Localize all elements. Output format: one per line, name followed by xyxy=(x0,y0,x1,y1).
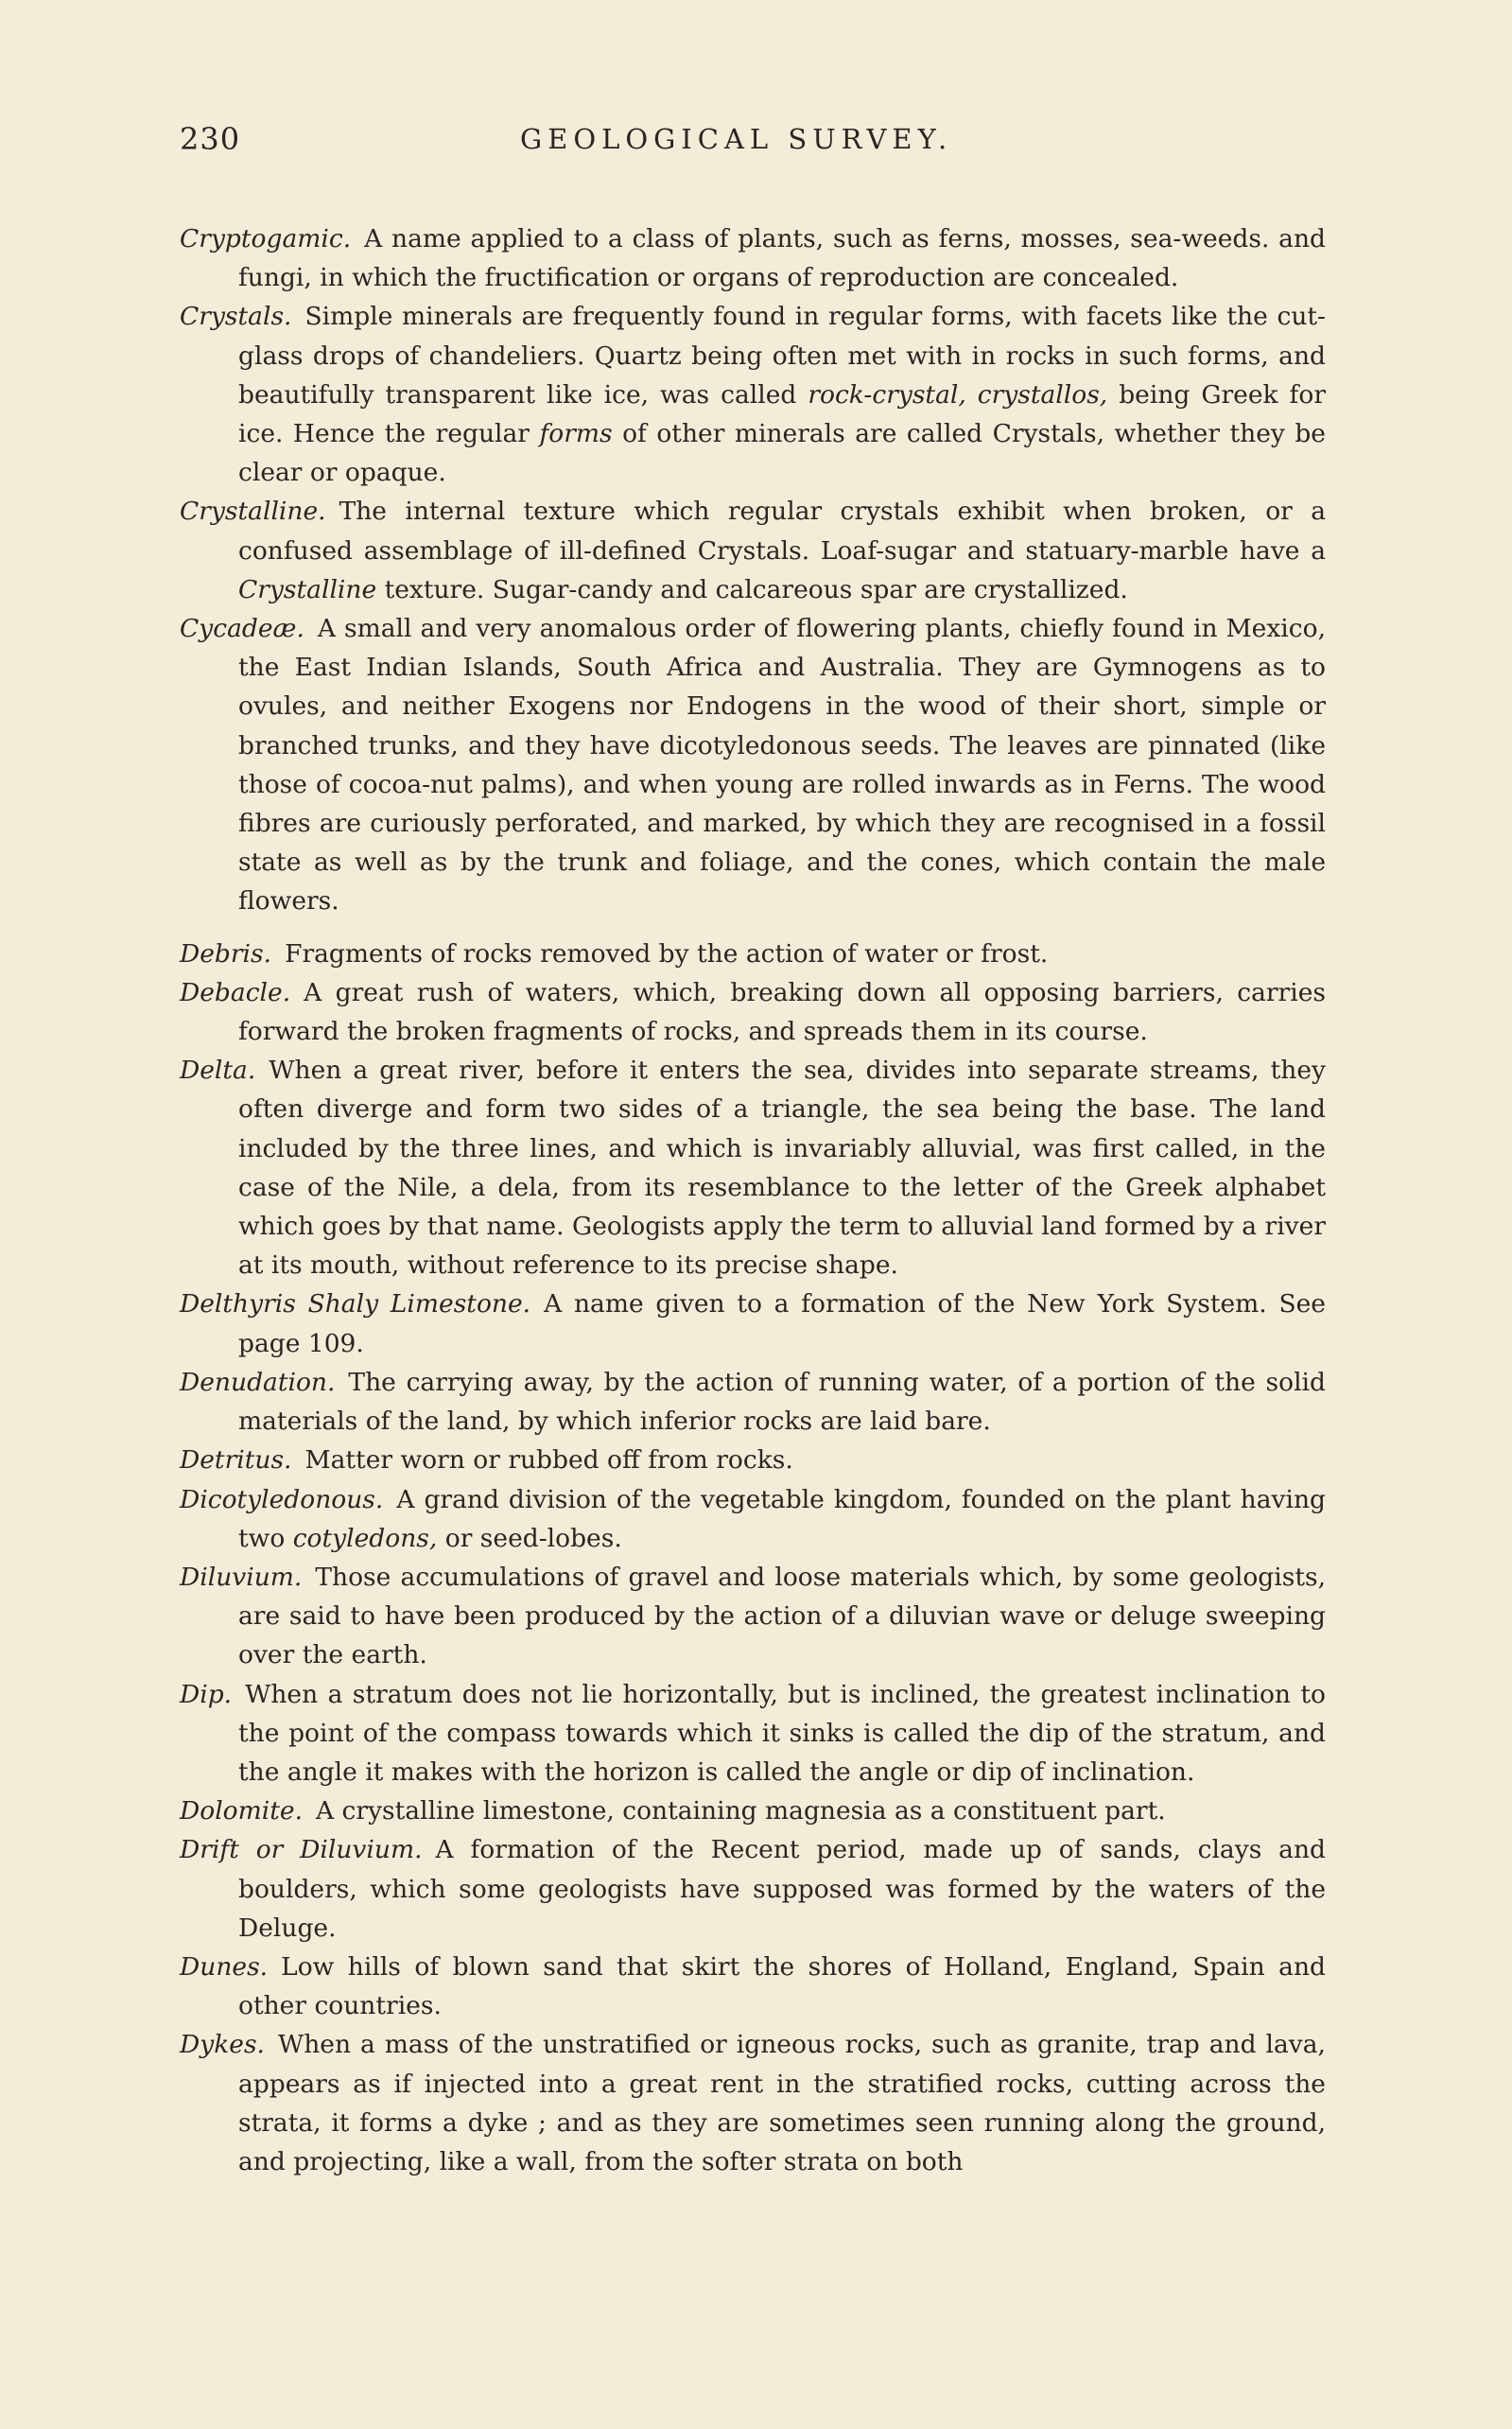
entry-italic-text: rock-crystal, crystallos, xyxy=(808,379,1108,410)
page-number: 230 xyxy=(180,121,241,157)
entry-term: Debris. xyxy=(180,938,272,969)
entry-definition-text: A name given to a formation of the New York System. See page 109. xyxy=(238,1289,1326,1358)
glossary-entry xyxy=(180,1051,1326,1284)
entry-definition-text: Low hills of blown sand that skirt the shores of Holland, England, Spain and other countries. xyxy=(238,1951,1326,2021)
entry-term: Dip. xyxy=(180,1679,233,1709)
glossary-entry xyxy=(180,492,1326,609)
entry-definition-text: Fragments of rocks removed by the action of water or frost. xyxy=(285,938,1049,969)
glossary-entry xyxy=(180,1558,1326,1675)
glossary-list xyxy=(180,219,1326,2181)
entry-definition-text: or seed-lobes. xyxy=(437,1523,622,1553)
entry-definition-text: texture. Sugar-candy and calcareous spar are crystallized. xyxy=(376,574,1128,604)
entry-term: Diluvium. xyxy=(180,1562,303,1592)
entry-term: Dunes. xyxy=(180,1951,269,1982)
entry-definition-text: of other minerals are called Crystals, whether they be clear or opaque. xyxy=(238,419,1326,488)
glossary-entry xyxy=(180,935,1326,973)
entry-term: Dykes. xyxy=(180,2030,265,2060)
glossary-entry xyxy=(180,1675,1326,1792)
entry-term: Delthyris Shaly Limestone. xyxy=(180,1289,531,1319)
entry-definition-text: When a stratum does not lie horizontally, but is inclined, the greatest inclination to the point of the compass towards which it sinks is called the dip of the stratum, and the angle it makes with the horizon is called the angle or dip of inclination. xyxy=(238,1679,1326,1787)
glossary-entry xyxy=(180,297,1326,492)
glossary-entry xyxy=(180,1284,1326,1362)
glossary-entry xyxy=(180,2025,1326,2181)
entry-definition-text: A crystalline limestone, containing magnesia as a constituent part. xyxy=(316,1796,1166,1826)
entry-term: Delta. xyxy=(180,1056,256,1086)
entry-definition-text: being Greek for ice. Hence the regular xyxy=(238,379,1326,449)
entry-term: Cryptogamic. xyxy=(180,224,352,253)
entry-italic-text: cotyledons, xyxy=(292,1523,438,1553)
entry-term: Detritus. xyxy=(180,1445,292,1476)
entry-term: Crystalline. xyxy=(180,497,326,527)
glossary-entry xyxy=(180,219,1326,297)
glossary-entry xyxy=(180,1480,1326,1558)
entry-definition-text: Matter worn or rubbed off from rocks. xyxy=(304,1445,793,1476)
entry-definition-text: When a great river, before it enters the sea, divides into separate streams, they often diverge and form two sides of a triangle, the sea being the base. The land included by the three lines, and which is invariably alluvial, was first called, in the case of the Nile, a dela, from its resemblance to the letter of the Greek alphabet which goes by that name. Geologists apply the term to alluvial land formed by a river at its mouth, without reference to its precise shape. xyxy=(238,1056,1326,1281)
entry-definition-text: Those accumulations of gravel and loose materials which, by some geologists, are said to have been produced by the action of a diluvian wave or deluge sweeping over the earth. xyxy=(238,1562,1326,1670)
entry-definition-text: A small and very anomalous order of flowering plants, chiefly found in Mexico, the East Indian Islands, South Africa and Australia. They are Gymnogens as to ovules, and neither Exogens nor Endogens in the wood of their short, simple or branched trunks, and they have dicotyledonous seeds. The leaves are pinnated (like those of cocoa-nut palms), and when young are rolled inwards as in Ferns. The wood fibres are curiously perforated, and marked, by which they are recognised in a fossil state as well as by the trunk and foliage, and the cones, which contain the male flowers. xyxy=(238,614,1326,917)
entry-term: Dicotyledonous. xyxy=(180,1484,384,1514)
running-title: GEOLOGICAL SURVEY. xyxy=(520,123,953,155)
entry-definition-text: A grand division of the vegetable kingdom, founded on the plant having two xyxy=(238,1484,1326,1553)
entry-italic-text: forms xyxy=(539,419,613,449)
entry-definition-text: A name applied to a class of plants, such as ferns, mosses, sea-weeds. and fungi, in which the fructification or organs of reproduction are concealed. xyxy=(238,224,1326,293)
glossary-entry xyxy=(180,1830,1326,1948)
entry-term: Crystals. xyxy=(180,302,292,332)
glossary-entry xyxy=(180,1791,1326,1830)
glossary-entry xyxy=(180,609,1326,921)
entry-term: Drift or Diluvium. xyxy=(180,1835,423,1865)
page-header xyxy=(180,121,1333,165)
entry-term: Denudation. xyxy=(180,1367,336,1397)
glossary-entry xyxy=(180,1441,1326,1479)
entry-definition-text: A formation of the Recent period, made up of sands, clays and boulders, which some geologists have supposed was formed by the waters of the Deluge. xyxy=(238,1835,1326,1943)
entry-term: Debacle. xyxy=(180,977,291,1007)
entry-italic-text: Crystalline xyxy=(238,574,377,604)
entry-definition-text: When a mass of the unstratified or igneous rocks, such as granite, trap and lava, appears as if injected into a great rent in the stratified rocks, cutting across the strata, it forms a dyke ; and as they are sometimes seen running along the ground, and projecting, like a wall, from the softer strata on both xyxy=(238,2030,1326,2176)
entry-definition-text: The carrying away, by the action of running water, of a portion of the solid materials of the land, by which inferior rocks are laid bare. xyxy=(238,1367,1326,1437)
glossary-entry xyxy=(180,973,1326,1051)
entry-definition-text: A great rush of waters, which, breaking down all opposing barriers, carries forward the broken fragments of rocks, and spreads them in its course. xyxy=(238,977,1326,1047)
glossary-entry xyxy=(180,1363,1326,1441)
glossary-entry xyxy=(180,1948,1326,2025)
entry-definition-text: The internal texture which regular crystals exhibit when broken, or a confused assemblage of ill-defined Crystals. Loaf-sugar and statuary-marble have a xyxy=(238,497,1326,566)
entry-definition-text: Simple minerals are frequently found in regular forms, with facets like the cut-glass drops of chandeliers. Quartz being often met with in rocks in such forms, and beautifully transparent like ice, was called xyxy=(238,302,1326,410)
entry-term: Dolomite. xyxy=(180,1796,303,1826)
entry-term: Cycadeæ. xyxy=(180,614,304,644)
